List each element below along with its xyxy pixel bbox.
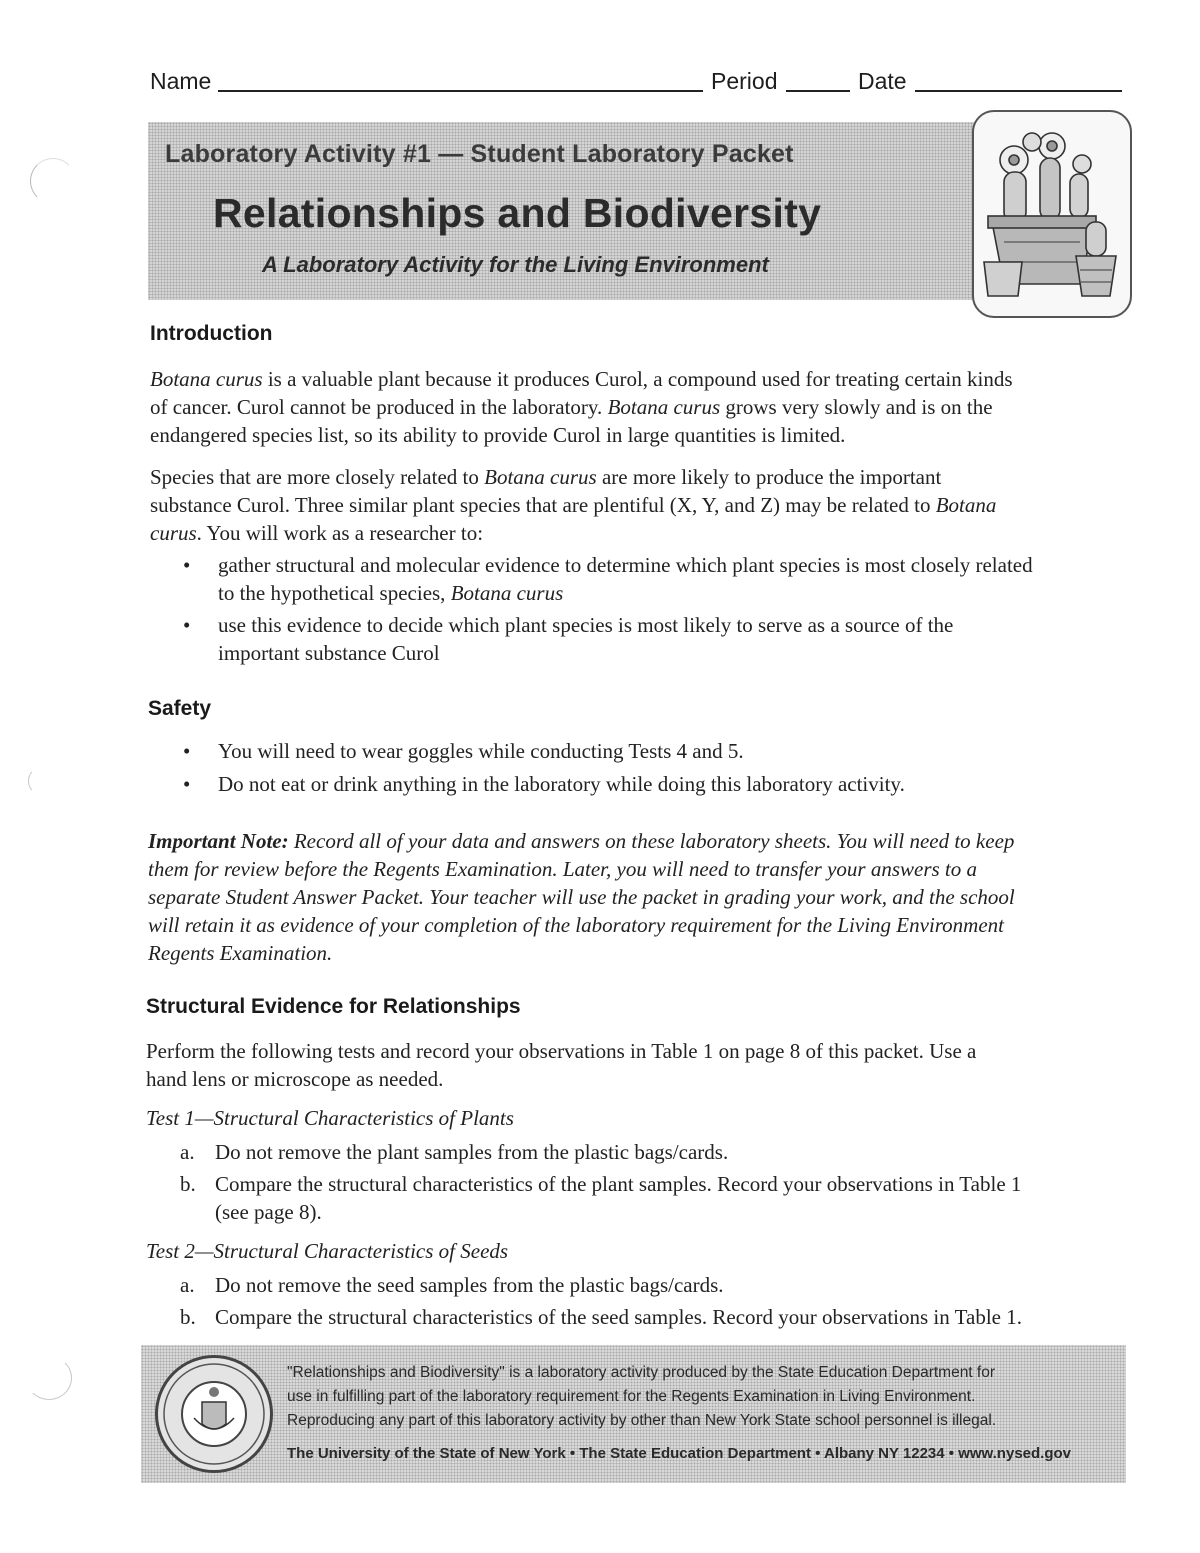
bullet-icon: • xyxy=(183,739,191,763)
activity-line: Laboratory Activity #1 — Student Laboratory Packet xyxy=(165,140,794,168)
page-title: Relationships and Biodiversity xyxy=(213,190,822,236)
structural-evidence-heading: Structural Evidence for Relationships xyxy=(146,995,521,1018)
bullet-icon: • xyxy=(183,772,191,796)
period-label: Period xyxy=(711,68,778,94)
structural-intro: Perform the following tests and record your observations in Table 1 on page 8 of this packet. Use a hand lens or microscope as needed. xyxy=(146,1039,977,1091)
bullet-icon: • xyxy=(183,553,191,577)
name-field[interactable] xyxy=(218,90,703,92)
nys-seal-icon xyxy=(155,1355,273,1473)
binder-hole-bottom xyxy=(26,1356,72,1400)
introduction-heading: Introduction xyxy=(150,322,273,345)
binder-hole-middle xyxy=(28,768,50,794)
binder-hole-top xyxy=(30,158,76,204)
page-subtitle: A Laboratory Activity for the Living Environment xyxy=(262,252,769,277)
footer-notice: "Relationships and Biodiversity" is a laboratory activity produced by the State Education Department for use in fulfilling part of the laboratory requirement for the Regents Examination in Living Environment. Reproducing any part of this laboratory activity by other than New York State school personnel is illegal. xyxy=(287,1364,997,1429)
period-field[interactable] xyxy=(786,90,850,92)
potted-cactus-icon xyxy=(974,112,1130,316)
intro-paragraph-2: Species that are more closely related to Botana curus are more likely to produce the important substance Curol. Three similar plant species that are plentiful (X, Y, and Z) may be related to Botana curus. You will work as a researcher to: xyxy=(150,465,997,545)
intro-paragraph-1: Botana curus is a valuable plant because it produces Curol, a compound used for treating certain kinds of cancer. Curol cannot be produced in the laboratory. Botana curus grows very slowly and is on the endangered species list, so its ability to provide Curol in large quantities is limited. xyxy=(150,367,1013,447)
test-1-heading: Test 1—Structural Characteristics of Plants xyxy=(146,1106,514,1130)
important-note-label: Important Note: xyxy=(148,829,289,853)
species-name: Botana curus xyxy=(150,367,263,391)
bullet-icon: • xyxy=(183,613,191,637)
footer-address: The University of the State of New York • The State Education Department • Albany NY 12234 • www.nysed.gov xyxy=(287,1445,1071,1462)
plant-illustration-frame xyxy=(972,110,1132,318)
species-name: Botana curus xyxy=(450,581,564,605)
safety-heading: Safety xyxy=(148,697,212,720)
species-name: Botana curus xyxy=(484,465,597,489)
date-field[interactable] xyxy=(915,90,1122,92)
date-label: Date xyxy=(858,68,907,94)
name-period-date-line xyxy=(150,66,1125,96)
important-note: Important Note: Record all of your data and answers on these laboratory sheets. You will need to keep them for review before the Regents Examination. Later, you will need to transfer your answers to a separate Student Answer Packet. Your teacher will use the packet in grading your work, and the school will retain it as evidence of your completion of the laboratory requirement for the Living Environment Regents Examination. xyxy=(148,829,1015,965)
species-name: Botana curus xyxy=(607,395,721,419)
test-2-heading: Test 2—Structural Characteristics of Seeds xyxy=(146,1239,509,1263)
name-label: Name xyxy=(150,68,212,94)
